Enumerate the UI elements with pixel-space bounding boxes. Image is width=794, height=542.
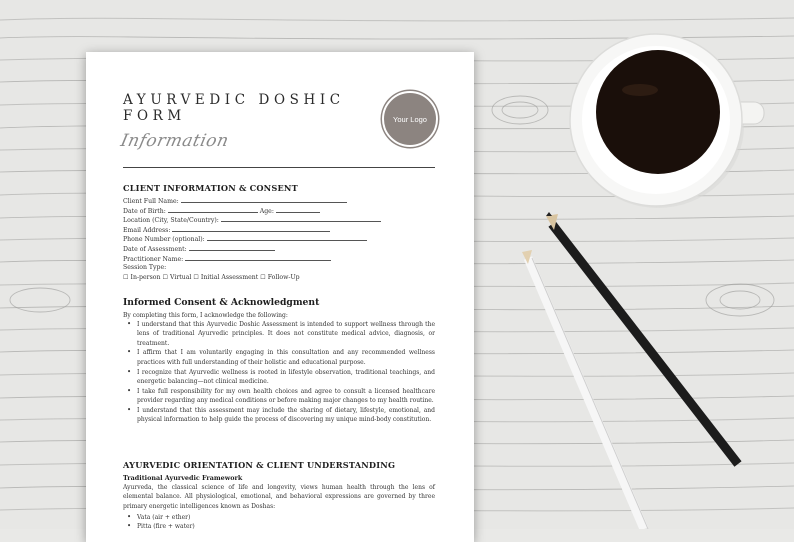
black-pencil	[546, 212, 738, 464]
logo-circle	[382, 91, 438, 147]
form-title: AYURVEDIC DOSHIC FORM	[123, 92, 345, 124]
section-heading-client: CLIENT INFORMATION & CONSENT	[123, 183, 298, 193]
consent-item: • I understand that this Ayurvedic Doshic Assessment is intended to support wellness through the lens of traditional Ayurvedic principles. It does not constitute medical advice, diagnosis, or treatment.	[123, 320, 435, 348]
white-pencil	[522, 250, 648, 529]
coffee-cup	[560, 30, 770, 210]
field-assessment-date[interactable]: Date of Assessment:	[123, 244, 423, 254]
form-paper	[86, 52, 474, 542]
dosha-item: • Vata (air + ether)	[123, 513, 195, 522]
logo-text: Your Logo	[393, 114, 427, 124]
framework-text: Ayurveda, the classical science of life and longevity, views human health through the lens of elemental balance. All physiological, emotional, and behavioral expressions are governed by three primary energetic intelligences known as Doshas:	[123, 484, 435, 510]
field-practitioner[interactable]: Practitioner Name:	[123, 254, 423, 264]
framework-heading: Traditional Ayurvedic Framework	[123, 474, 243, 482]
title-divider	[123, 167, 435, 168]
field-session-type: Session Type:	[123, 264, 167, 272]
field-dob-age[interactable]: Date of Birth: Age:	[123, 206, 423, 216]
consent-item: • I affirm that I am voluntarily engaging in this consultation and any recommended wellness practices with full understanding of their holistic and educational purpose.	[123, 348, 435, 367]
field-email[interactable]: Email Address:	[123, 225, 423, 235]
client-fields	[123, 196, 423, 282]
pencils	[500, 200, 794, 529]
session-type-options[interactable]: ☐ In-person ☐ Virtual ☐ Initial Assessment ☐ Follow-Up	[123, 273, 300, 281]
consent-heading: Informed Consent & Acknowledgment	[123, 297, 320, 308]
consent-item: • I recognize that Ayurvedic wellness is rooted in lifestyle observation, traditional teachings, and energetic balancing—not clinical medicine.	[123, 368, 435, 387]
consent-intro: By completing this form, I acknowledge the following:	[123, 312, 288, 319]
dosha-item: • Pitta (fire + water)	[123, 522, 195, 531]
consent-item: • I understand that this assessment may include the sharing of dietary, lifestyle, emotional, and physical information to help guide the process of discovering my unique mind-body constitution.	[123, 406, 435, 425]
consent-item: • I take full responsibility for my own health choices and agree to consult a licensed healthcare provider regarding any medical conditions or before making major changes to my health routine.	[123, 387, 435, 406]
field-phone[interactable]: Phone Number (optional):	[123, 234, 423, 244]
form-script-subtitle: Information	[118, 131, 231, 151]
field-full-name[interactable]: Client Full Name:	[123, 196, 423, 206]
field-location[interactable]: Location (City, State/Country):	[123, 215, 423, 225]
consent-list	[123, 320, 435, 425]
section-heading-orientation: AYURVEDIC ORIENTATION & CLIENT UNDERSTANDING	[123, 460, 396, 470]
